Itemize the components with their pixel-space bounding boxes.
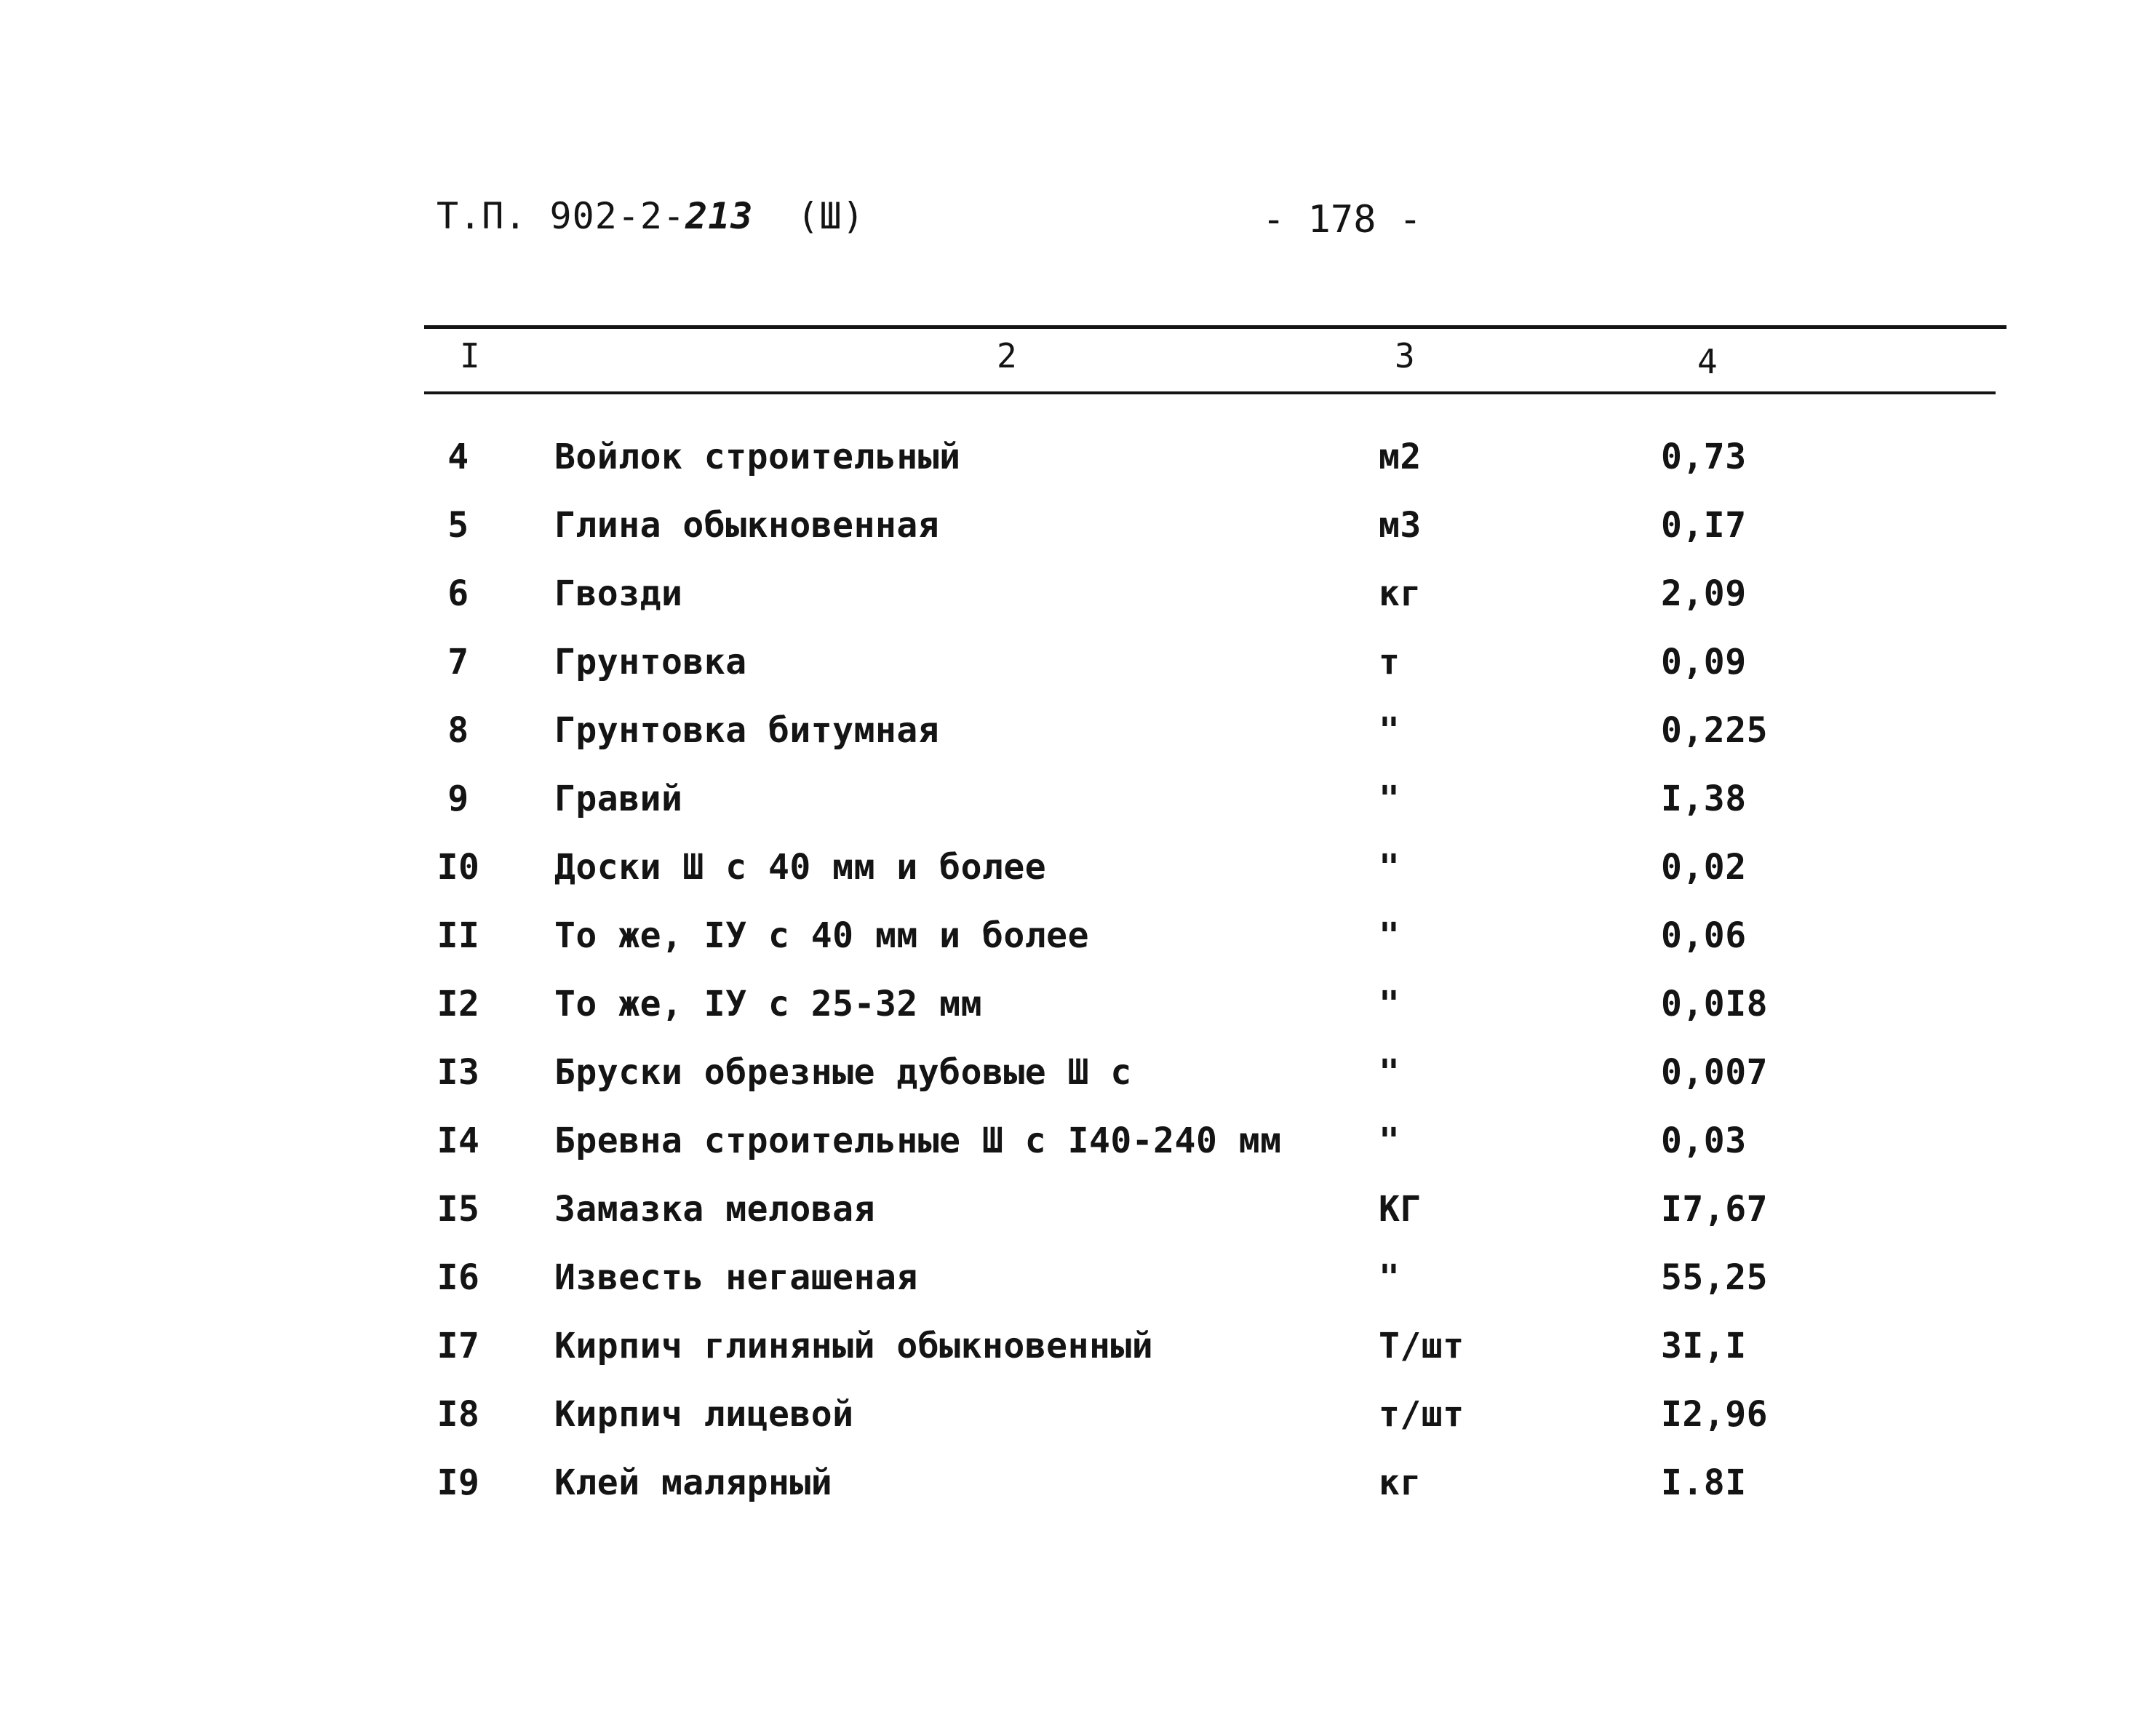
unit: " (1379, 1052, 1400, 1093)
column-header-4: 4 (1697, 342, 1718, 381)
material-name: Гравий (554, 779, 683, 819)
row-number: 4 (447, 437, 469, 477)
table-row (0, 642, 2152, 707)
quantity: 55,25 (1661, 1257, 1768, 1298)
table-row (0, 1326, 2152, 1391)
quantity: I2,96 (1661, 1394, 1768, 1435)
quantity: 3I,I (1661, 1326, 1747, 1366)
material-name: Глина обыкновенная (554, 505, 940, 546)
document-series: (Ш) (797, 195, 865, 237)
row-number: I0 (437, 847, 480, 888)
table-row (0, 1052, 2152, 1118)
quantity: 2,09 (1661, 573, 1747, 614)
unit: т/шт (1379, 1394, 1464, 1435)
table-row (0, 505, 2152, 570)
table-row (0, 779, 2152, 844)
document-code-number: 213 (685, 195, 754, 237)
material-name: Кирпич лицевой (554, 1394, 854, 1435)
row-number: 9 (447, 779, 469, 819)
row-number: I7 (437, 1326, 480, 1366)
unit: " (1379, 1257, 1400, 1298)
table-row (0, 1120, 2152, 1186)
unit: " (1379, 984, 1400, 1024)
quantity: I,38 (1661, 779, 1747, 819)
document-code (437, 195, 865, 237)
table-header-rule (424, 391, 1996, 394)
table-row (0, 1462, 2152, 1528)
material-name: Доски Ш с 40 мм и более (554, 847, 1047, 888)
unit: " (1379, 779, 1400, 819)
column-header-2: 2 (997, 336, 1017, 375)
unit: " (1379, 1120, 1400, 1161)
unit: " (1379, 847, 1400, 888)
unit: кг (1379, 1462, 1422, 1503)
quantity: 0,09 (1661, 642, 1747, 682)
column-header-3: 3 (1395, 336, 1415, 375)
row-number: 6 (447, 573, 469, 614)
row-number: I3 (437, 1052, 480, 1093)
table-row (0, 1257, 2152, 1323)
quantity: 0,007 (1661, 1052, 1768, 1093)
material-name: Грунтовка (554, 642, 747, 682)
table-row (0, 847, 2152, 912)
row-number: I2 (437, 984, 480, 1024)
table-row (0, 1189, 2152, 1254)
table-row (0, 915, 2152, 981)
unit: м2 (1379, 437, 1422, 477)
row-number: I8 (437, 1394, 480, 1435)
material-name: Кирпич глиняный обыкновенный (554, 1326, 1154, 1366)
material-name: Гвозди (554, 573, 683, 614)
unit: кг (1379, 573, 1422, 614)
quantity: 0,225 (1661, 710, 1768, 751)
quantity: 0,06 (1661, 915, 1747, 956)
row-number: I9 (437, 1462, 480, 1503)
table-row (0, 1394, 2152, 1460)
material-name: Известь негашеная (554, 1257, 918, 1298)
material-name: Войлок строительный (554, 437, 961, 477)
quantity: 0,03 (1661, 1120, 1747, 1161)
column-header-1: I (460, 336, 480, 375)
table-row (0, 437, 2152, 502)
material-name: То же, IУ с 25-32 мм (554, 984, 982, 1024)
quantity: I.8I (1661, 1462, 1747, 1503)
table-row (0, 710, 2152, 776)
unit: КГ (1379, 1189, 1422, 1230)
quantity: 0,0I8 (1661, 984, 1768, 1024)
row-number: 8 (447, 710, 469, 751)
row-number: 5 (447, 505, 469, 546)
row-number: I4 (437, 1120, 480, 1161)
quantity: 0,73 (1661, 437, 1747, 477)
quantity: I7,67 (1661, 1189, 1768, 1230)
row-number: I6 (437, 1257, 480, 1298)
material-name: Клей малярный (554, 1462, 833, 1503)
unit: " (1379, 710, 1400, 751)
unit: т (1379, 642, 1400, 682)
table-row (0, 573, 2152, 639)
document-code-prefix: Т.П. 902-2- (437, 195, 686, 237)
page-number: - 178 - (1262, 198, 1422, 242)
quantity: 0,I7 (1661, 505, 1747, 546)
material-name: Грунтовка битумная (554, 710, 940, 751)
material-name: То же, IУ с 40 мм и более (554, 915, 1089, 956)
table-top-rule (424, 325, 2006, 329)
row-number: II (437, 915, 480, 956)
row-number: 7 (447, 642, 469, 682)
unit: " (1379, 915, 1400, 956)
row-number: I5 (437, 1189, 480, 1230)
material-name: Замазка меловая (554, 1189, 875, 1230)
unit: м3 (1379, 505, 1422, 546)
unit: Т/шт (1379, 1326, 1464, 1366)
material-name: Бруски обрезные дубовые Ш с (554, 1052, 1132, 1093)
material-name: Бревна строительные Ш с I40-240 мм (554, 1120, 1282, 1161)
table-row (0, 984, 2152, 1049)
quantity: 0,02 (1661, 847, 1747, 888)
